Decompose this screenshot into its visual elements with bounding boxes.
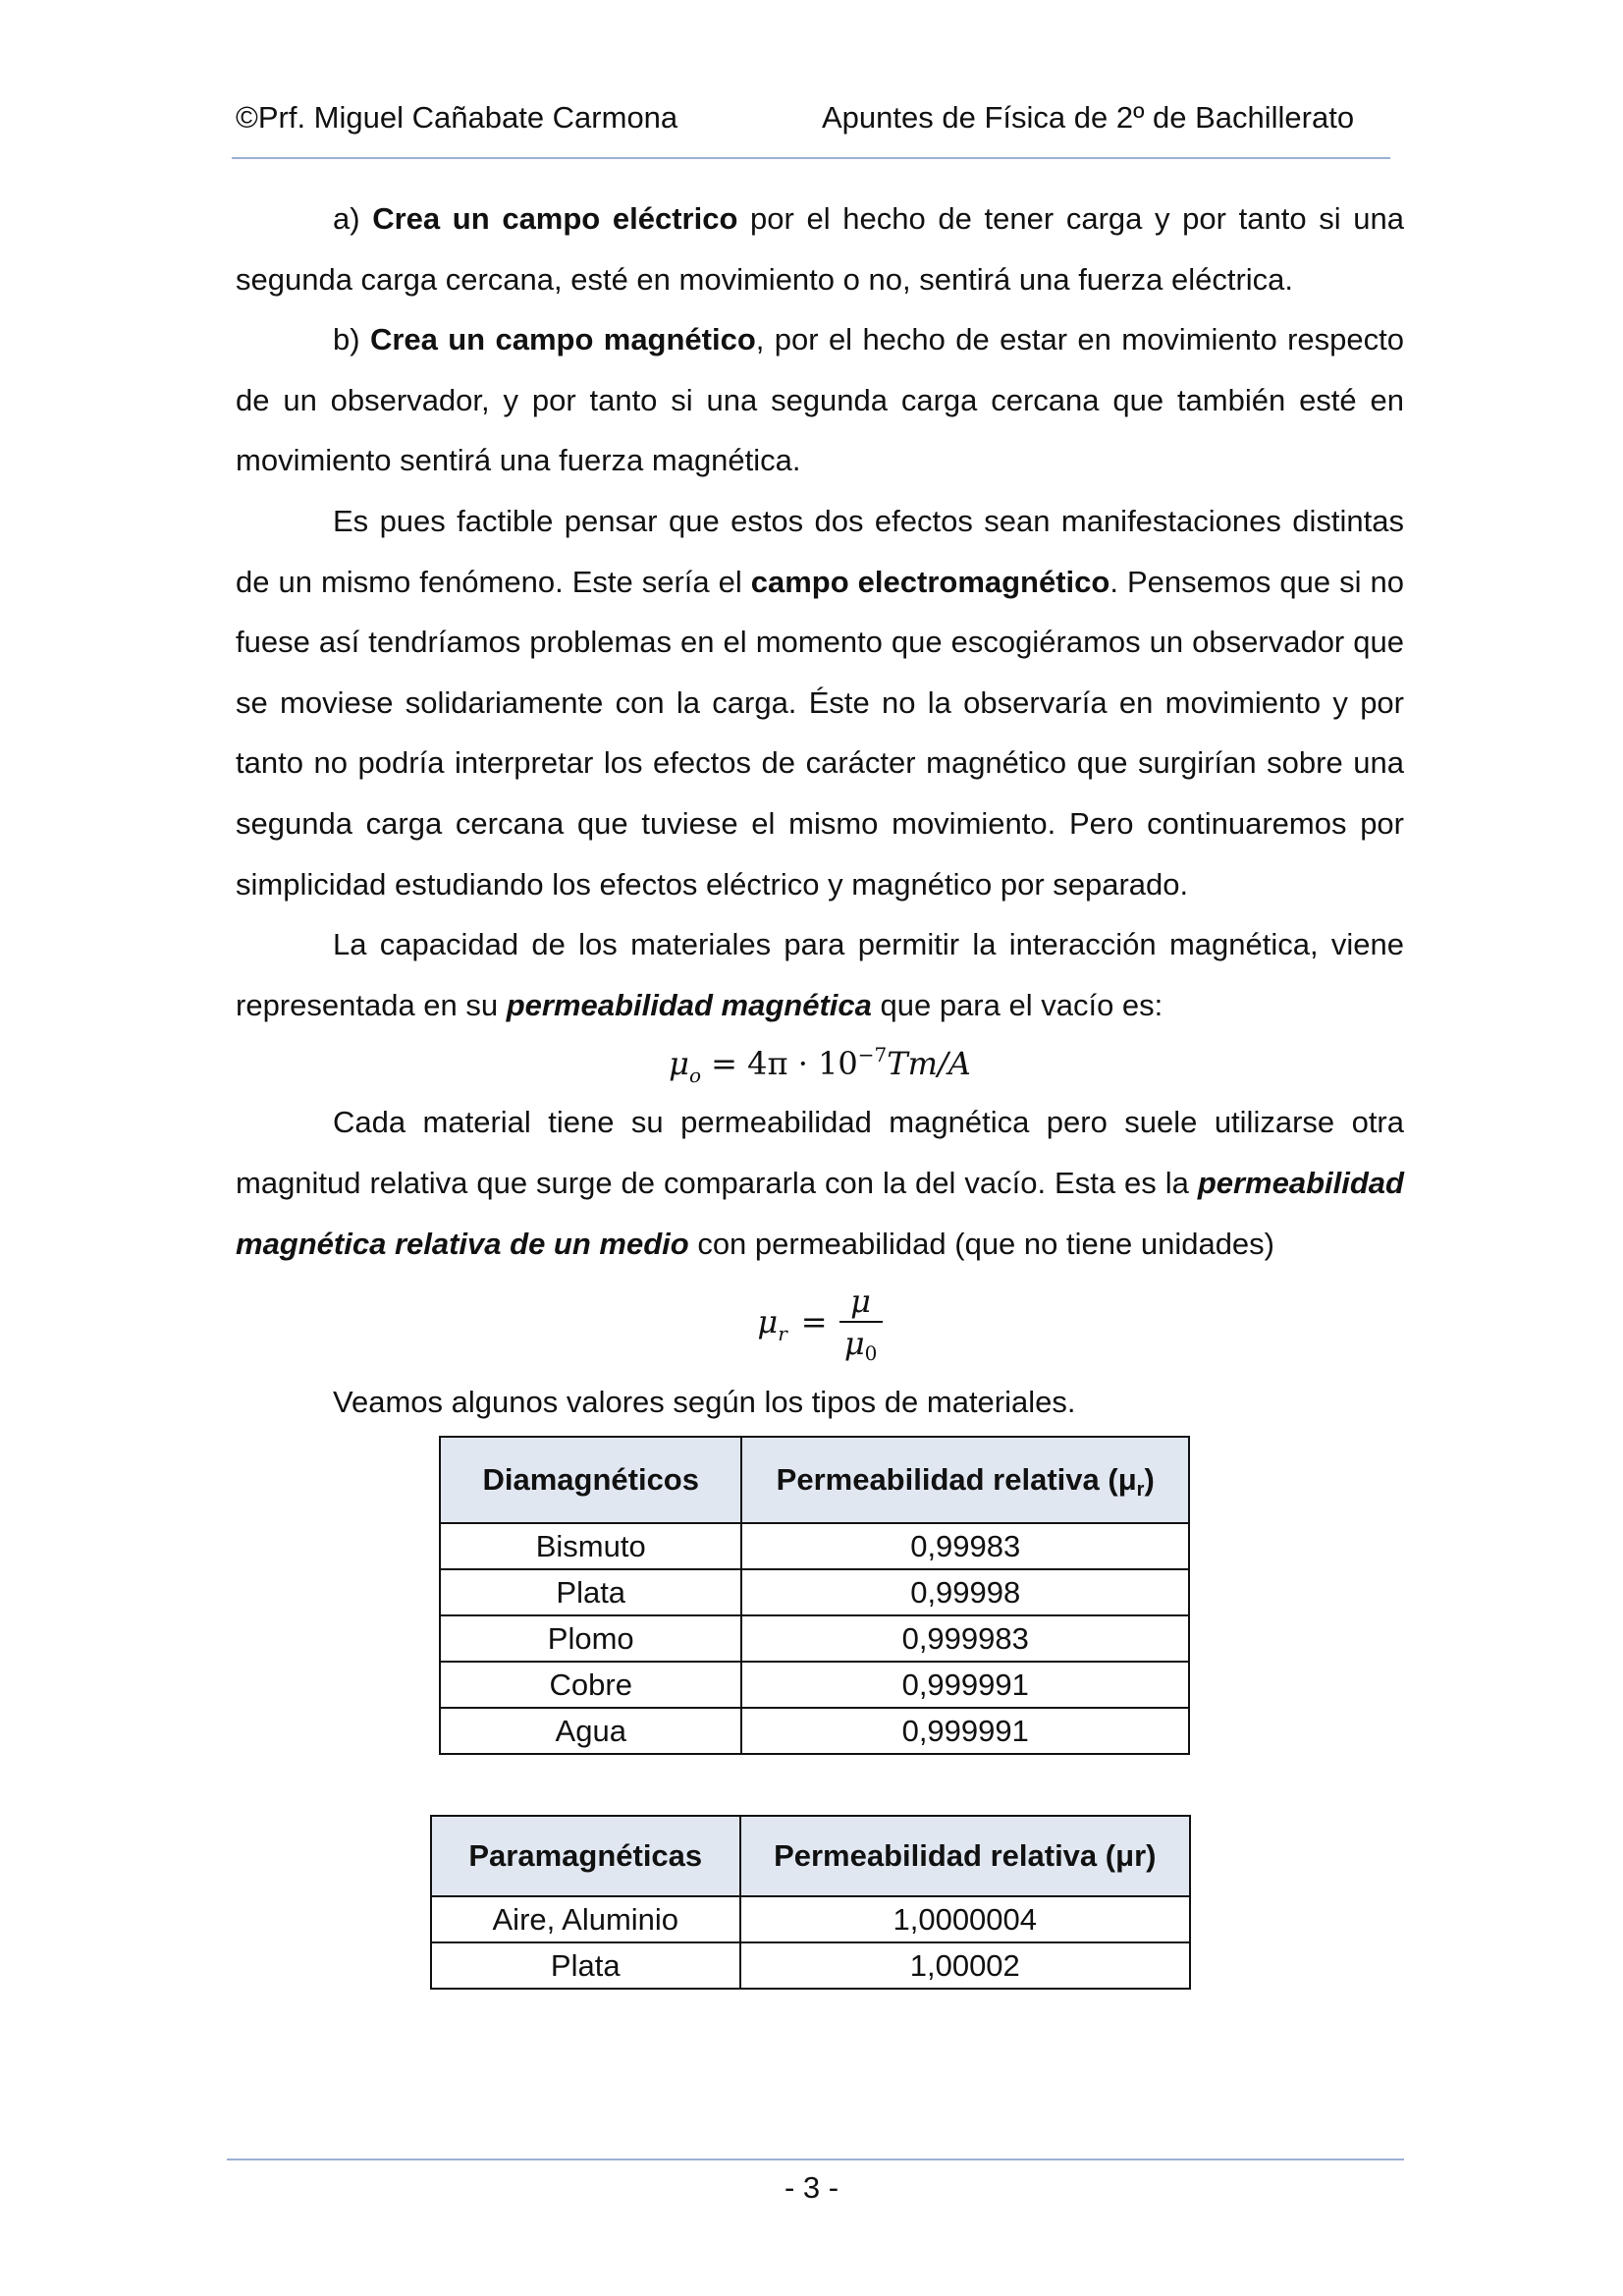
page-header [236, 94, 1390, 141]
header-course-title: Apuntes de Física de 2º de Bachillerato [822, 100, 1355, 135]
equation-mur: $\mu_r$ = $\frac{\mu}{\mu_0}$ [236, 1274, 1404, 1372]
footer-divider [227, 2159, 1404, 2160]
table-row: Plata 1,00002 [431, 1942, 1190, 1989]
table-row: Cobre 0,999991 [440, 1662, 1189, 1708]
table-header-permeability: Permeabilidad relativa $(\mu_r)$ [741, 1437, 1189, 1523]
table-paramagnetic [430, 1815, 1191, 1990]
header-divider [232, 157, 1390, 159]
table-row: Agua 0,999991 [440, 1708, 1189, 1754]
bolditalic-permeability: permeabilidad magnética [506, 987, 872, 1022]
table-header-material: Paramagnéticas [431, 1816, 740, 1896]
bold-electric-field: Crea un campo eléctrico [372, 201, 738, 236]
fraction: $\frac{\mu}{\mu_0}$ [839, 1282, 883, 1364]
table-header-material: Diamagnéticos [440, 1437, 741, 1523]
document-body [236, 189, 1404, 1433]
header-author: ©Prf. Miguel Cañabate Carmona [236, 100, 678, 135]
paragraph-d: La capacidad de los materiales para permitir la interacción magnética, viene representada en su permeabilidad magnética que para el vacío es: [236, 927, 1404, 1022]
paragraph-f: Veamos algunos valores según los tipos de materiales. [333, 1385, 1076, 1420]
bolditalic-relative-permeability: permeabilidad magnética relativa de un medio [236, 1165, 1404, 1261]
table-diamagnetic [439, 1436, 1190, 1755]
bold-magnetic-field: Crea un campo magnético [369, 322, 756, 357]
paragraph-a: a) Crea un campo eléctrico por el hecho de tener carga y por tanto si una segunda carga cercana, esté en movimiento o no, sentirá una fuerza eléctrica. [236, 201, 1404, 297]
paragraph-e: Cada material tiene su permeabilidad magnética pero suele utilizarse otra magnitud relativa que surge de compararla con la del vacío. Esta es la permeabilidad magnética relativa de un medio con permeabilidad (que no tiene unidades) [236, 1105, 1404, 1261]
table-row: Aire, Aluminio 1,0000004 [431, 1896, 1190, 1942]
equation-mu0: $\mu_o = 4\pi \cdot 10^{-7}Tm/A$ [669, 1043, 971, 1088]
bold-electromagnetic-field: campo electromagnético [750, 564, 1110, 599]
paragraph-c: Es pues factible pensar que estos dos efectos sean manifestaciones distintas de un mismo fenómeno. Este sería el campo electromagnético. Pensemos que si no fuese así tendríamos problemas en el momento que escogiéramos un observador que se moviese solidariamente con la carga. Éste no la observaría en movimiento y por tanto no podría interpretar los efectos de carácter magnético que surgirían sobre una segunda carga cercana que tuviese el mismo movimiento. Pero continuaremos por simplicidad estudiando los efectos eléctrico y magnético por separado. [236, 503, 1404, 902]
table-header-permeability: Permeabilidad relativa (μr) [740, 1816, 1190, 1896]
paragraph-b: b) Crea un campo magnético, por el hecho de estar en movimiento respecto de un observador, y por tanto si una segunda carga cercana que también esté en movimiento sentirá una fuerza magnética. [236, 322, 1405, 478]
page-number: - 3 - [784, 2170, 839, 2205]
table-row: Bismuto 0,99983 [440, 1523, 1189, 1569]
table-row: Plomo 0,999983 [440, 1615, 1189, 1662]
table-row: Plata 0,99998 [440, 1569, 1189, 1615]
